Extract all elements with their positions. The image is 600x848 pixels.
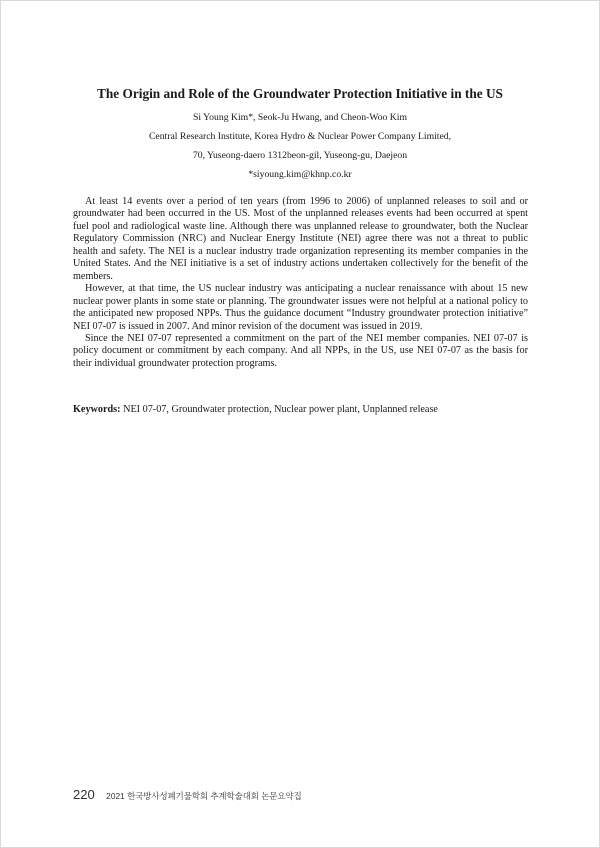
paper-title: The Origin and Role of the Groundwater Protection Initiative in the US [97, 86, 503, 101]
abstract-paragraph: Since the NEI 07-07 represented a commitment on the part of the NEI member companies. NEI 07-07 is policy document or commitment by each company. And all NPPs, in the US, use NEI 07-07 as the basis for their individual groundwater protection programs. [73, 332, 528, 369]
affiliation-line-1: Central Research Institute, Korea Hydro & Nuclear Power Company Limited, [148, 131, 452, 142]
abstract-paragraph: At least 14 events over a period of ten years (from 1996 to 2006) of unplanned releases to soil and or groundwater had been occurred in the US. Most of the unplanned releases events had been occurred at spent fuel pool and radiological waste line. Although there was unplanned release to groundwater, both the Nuclear Regulatory Commission (NRC) and Nuclear Energy Institute (NEI) agree there was not a threat to public health and safety. The NEI is a nuclear industry trade organization representing its member companies in the United States. And the NEI initiative is a set of industry actions undertaken collectively for the benefit of the members. [73, 196, 528, 282]
abstract-paragraph: However, at that time, the US nuclear industry was anticipating a nuclear renaissance with about 15 new nuclear power plants in some state or planning. The groundwater issues were not helpful at a national policy to the anticipated new proposed NPPs. Thus the guidance document “Industry groundwater protection initiative” NEI 07-07 is issued in 2007. And minor revision of the document was issued in 2019. [73, 283, 528, 332]
page-number: 220 [73, 787, 95, 802]
affiliation-line-2: 70, Yuseong-daero 1312beon-gil, Yuseong-gu, Daejeon [192, 150, 408, 161]
proceedings-title: 2021 한국방사성폐기물학회 추계학술대회 논문요약집 [106, 791, 302, 801]
contact-email: *siyoung.kim@khnp.co.kr [248, 169, 352, 180]
keywords-label: Keywords: [73, 404, 121, 415]
page-footer [73, 786, 302, 804]
author-list: Si Young Kim*, Seok-Ju Hwang, and Cheon-Woo Kim [193, 112, 407, 123]
keywords-line [73, 403, 533, 416]
abstract-body [73, 196, 528, 370]
keywords-text: NEI 07-07, Groundwater protection, Nuclear power plant, Unplanned release [123, 404, 438, 415]
